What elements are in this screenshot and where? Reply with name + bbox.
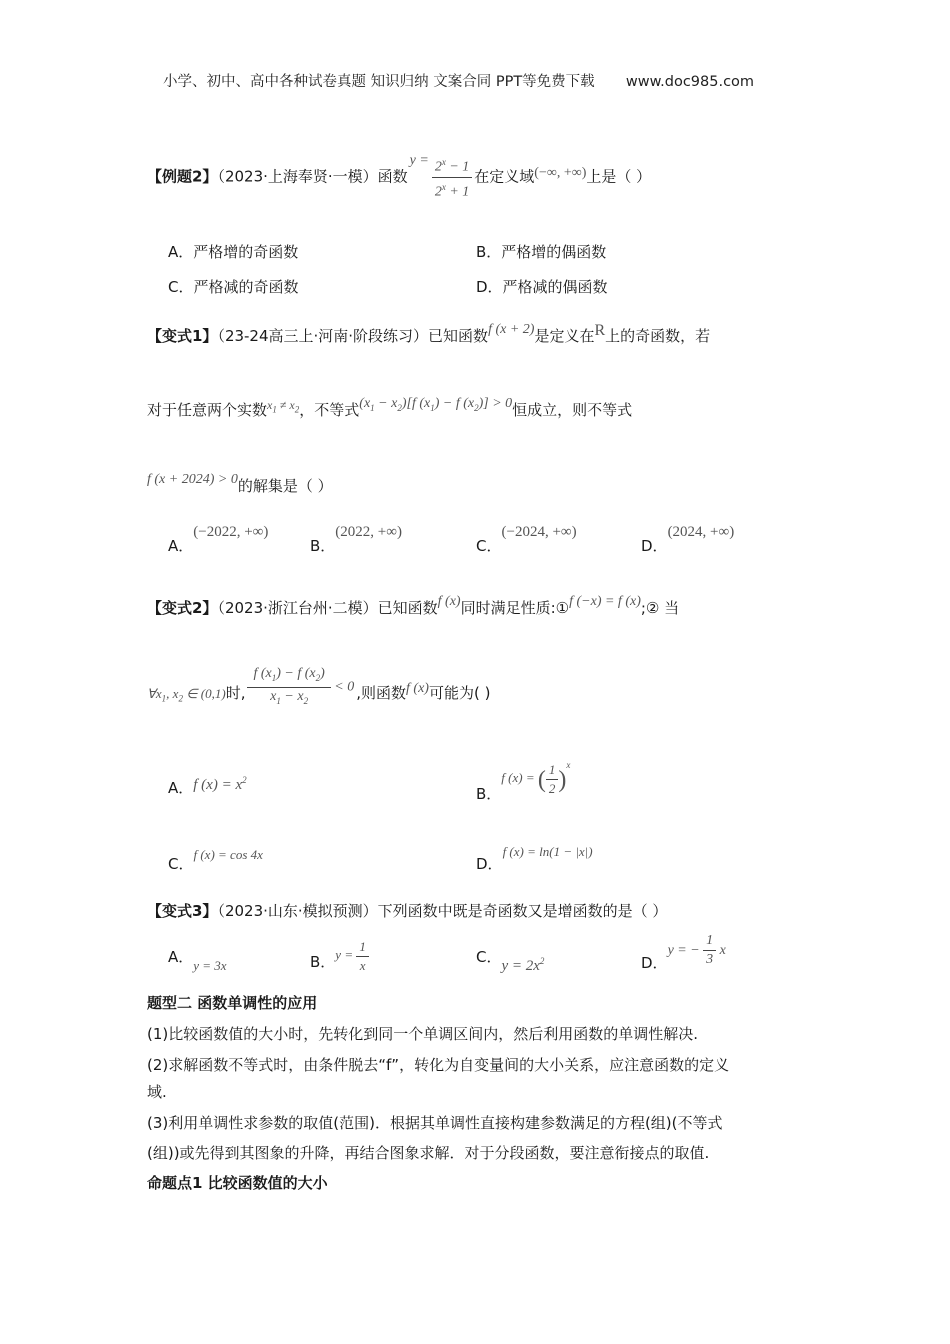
variant1-text-a: （23-24高三上·河南·阶段练习）已知函数 xyxy=(217,327,489,345)
example2-option-c[interactable]: C．严格减的奇函数 xyxy=(168,278,299,296)
example2-option-d[interactable]: D．严格减的偶函数 xyxy=(476,278,608,296)
section-paragraph-1: (1)比较函数值的大小时，先转化到同一个单调区间内，然后利用函数的单调性解决. xyxy=(147,1025,699,1043)
variant3-opt-d-math: y = − $\frac{1}{3}$ x xyxy=(667,933,726,967)
variant2-opt-d-label: D． xyxy=(476,855,503,873)
example2-option-a[interactable]: A．严格增的奇函数 xyxy=(168,243,299,261)
variant1-line3 xyxy=(147,472,333,496)
variant2-opt-c-label: C． xyxy=(168,855,194,873)
variant1-text-f: 恒成立，则不等式 xyxy=(512,401,633,419)
page-header xyxy=(163,70,754,91)
variant1-text-d: 对于任意两个实数 xyxy=(147,401,268,419)
variant2-opt-a-label: A． xyxy=(168,779,194,797)
variant1-option-b[interactable] xyxy=(310,520,402,555)
variant2-line1 xyxy=(147,594,679,618)
variant3-tag: 【变式3】 xyxy=(147,902,218,920)
variant1-option-a[interactable] xyxy=(168,520,269,555)
variant1-opt-d-label: D． xyxy=(641,537,668,555)
variant1-opt-a-label: A． xyxy=(168,537,194,555)
variant3-option-d[interactable] xyxy=(641,932,726,972)
section-title: 题型二 函数单调性的应用 xyxy=(147,994,318,1012)
variant3-opt-d-label: D． xyxy=(641,953,668,972)
variant1-text-e: ，不等式 xyxy=(299,401,360,419)
variant2-opt-c-math: f (x) = cos 4x xyxy=(193,847,263,862)
variant2-text-d: 时, xyxy=(225,683,246,702)
variant1-fx2: f (x + 2) xyxy=(488,322,535,337)
variant1-fx2024: f (x + 2024) > 0 xyxy=(147,472,238,487)
variant1-line2 xyxy=(147,396,632,420)
header-text: 小学、初中、高中各种试卷真题 知识归纳 文案合同 PPT等免费下载 xyxy=(163,74,595,90)
variant2-even-property: f (−x) = f (x) xyxy=(569,594,641,609)
variant2-fx: f (x) xyxy=(437,594,461,609)
variant2-text-c: ;② 当 xyxy=(640,599,680,617)
variant2-option-a[interactable] xyxy=(168,775,247,798)
variant3-opt-b-label: B． xyxy=(310,953,336,972)
variant2-text-f: 可能为( ) xyxy=(428,683,491,702)
variant1-option-c[interactable] xyxy=(476,520,577,555)
variant2-text-b: 同时满足性质:① xyxy=(460,599,570,617)
variant2-line2 xyxy=(147,665,490,710)
variant1-text-g: 的解集是（ ） xyxy=(237,477,333,495)
variant2-option-c[interactable] xyxy=(168,843,263,873)
example2-line xyxy=(147,153,651,201)
variant2-domain: $\forall x_1$, $x_2$ ∈ (0,1) xyxy=(147,685,226,704)
variant3-opt-c-math: $y = 2x^2$ xyxy=(501,956,545,974)
variant2-opt-a-math: f $(x) = x^2$ xyxy=(193,775,247,793)
variant3-opt-b-math: y = $\frac{1}{x}$ xyxy=(335,947,369,962)
section-paragraph-3-cont: (组))或先得到其图象的升降，再结合图象求解．对于分段函数，要注意衔接点的取值. xyxy=(147,1144,710,1162)
section-subtitle: 命题点1 比较函数值的大小 xyxy=(147,1174,328,1192)
variant1-opt-b-math: (2022, +∞) xyxy=(335,524,402,540)
variant2-opt-d-math: f (x) = ln(1 − |x|) xyxy=(502,844,593,859)
section-paragraph-2: (2)求解函数不等式时，由条件脱去“f”，转化为自变量间的大小关系，应注意函数的定义 xyxy=(147,1056,730,1074)
variant3-line xyxy=(147,900,667,921)
variant3-option-a[interactable] xyxy=(168,946,227,973)
variant3-option-c[interactable] xyxy=(476,946,545,974)
variant1-x1-neq-x2: x1 ≠ x2 xyxy=(267,398,300,415)
example2-domain: (−∞, +∞) xyxy=(534,165,587,181)
variant1-option-d[interactable] xyxy=(641,520,735,555)
example2-source: （2023·上海奉贤·一模）函数 xyxy=(217,167,408,186)
variant3-text: （2023·山东·模拟预测）下列函数中既是奇函数又是增函数的是（ ） xyxy=(217,902,668,920)
variant1-opt-b-label: B． xyxy=(310,537,336,555)
variant2-option-d[interactable] xyxy=(476,840,593,873)
section-paragraph-2-cont: 域. xyxy=(147,1083,167,1101)
example2-formula: y = $\frac{2^x - 1}{2^x + 1}$ xyxy=(410,153,473,201)
example2-mid: 在定义域 xyxy=(474,167,535,186)
variant1-opt-a-math: (−2022, +∞) xyxy=(193,524,269,540)
variant3-opt-a-math: y = 3x xyxy=(193,958,227,973)
variant3-opt-a-label: A． xyxy=(168,948,194,966)
variant2-text-a: （2023·浙江台州·二模）已知函数 xyxy=(217,599,438,617)
variant1-opt-d-math: (2024, +∞) xyxy=(667,524,735,540)
variant1-opt-c-math: (−2024, +∞) xyxy=(501,524,577,540)
variant3-opt-c-label: C． xyxy=(476,948,502,966)
header-url[interactable]: www.doc985.com xyxy=(625,74,755,90)
variant1-line1 xyxy=(147,322,710,346)
variant2-opt-b-label: B． xyxy=(476,785,502,803)
variant1-R: R xyxy=(594,322,606,339)
variant1-opt-c-label: C． xyxy=(476,537,502,555)
section-paragraph-3: (3)利用单调性求参数的取值(范围)．根据其单调性直接构建参数满足的方程(组)(不等式 xyxy=(147,1114,723,1132)
variant1-tag: 【变式1】 xyxy=(147,327,218,345)
variant2-text-e: ,则函数 xyxy=(356,683,407,702)
variant1-inequality: $(x_1 - x_2)[f$ $(x_1) - f$ $(x_2)] > 0$ xyxy=(359,396,513,413)
variant1-text-b: 是定义在 xyxy=(534,327,595,345)
variant1-text-c: 上的奇函数，若 xyxy=(605,327,711,345)
example2-end: 上是（ ） xyxy=(586,167,652,186)
variant2-fraction: $\frac{f (x_1) - f (x_2)}{x_1 - x_2}$ < 0 xyxy=(247,665,354,710)
example2-tag: 【例题2】 xyxy=(147,167,218,186)
variant2-opt-b-math: f (x) = ( $\frac{1}{2}$ )$^x$ xyxy=(501,760,571,796)
variant2-fx-2: f (x) xyxy=(406,680,429,696)
variant3-option-b[interactable] xyxy=(310,938,369,975)
variant2-tag: 【变式2】 xyxy=(147,599,218,617)
variant2-option-b[interactable] xyxy=(476,760,571,803)
example2-option-b[interactable]: B．严格增的偶函数 xyxy=(476,243,607,261)
